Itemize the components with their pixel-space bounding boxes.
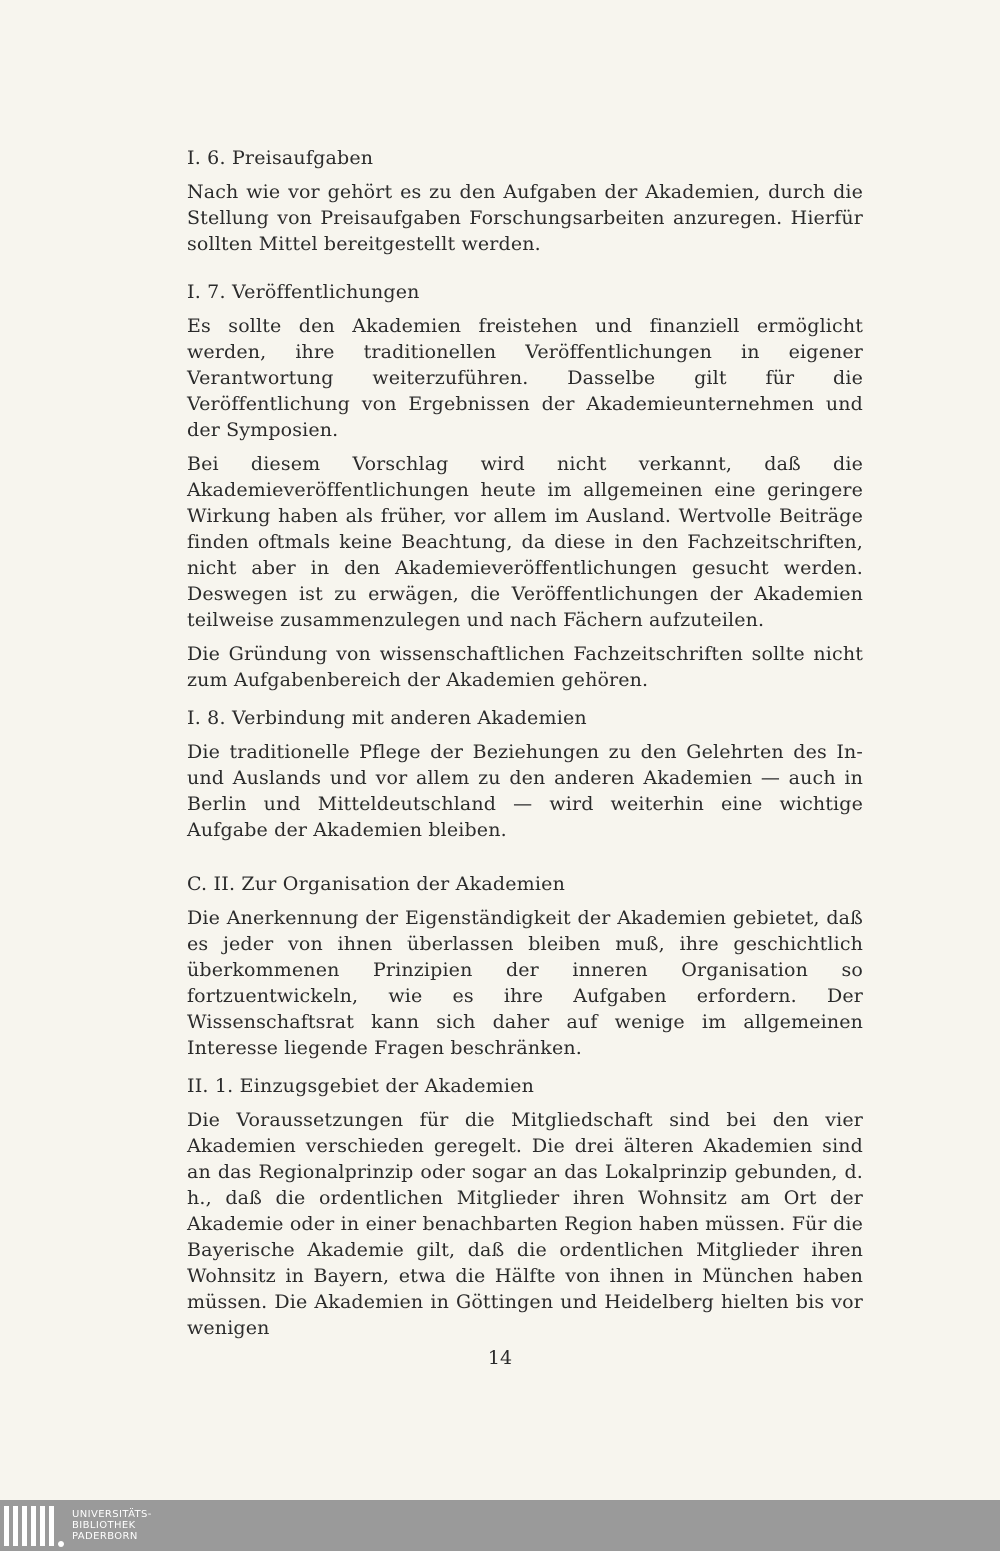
paragraph: Die traditionelle Pflege der Beziehungen zu den Gelehrten des In- und Auslands und vor allem zu den anderen Akademien — auch in Berlin und Mitteldeutschland — wird weiterhin eine wichtige Aufgabe der Akademien bleiben. <box>187 741 863 841</box>
library-name-line: UNIVERSITÄTS- <box>72 1509 152 1520</box>
page-number: 14 <box>487 1347 513 1369</box>
section-heading-einzugsgebiet: II. 1. Einzugsgebiet der Akademien <box>187 1075 535 1097</box>
barcode-logo-icon <box>4 1504 54 1548</box>
library-logo <box>0 1500 152 1551</box>
paragraph: Die Anerkennung der Eigenständigkeit der Akademien gebietet, daß es jeder von ihnen überlassen bleiben muß, ihre geschichtlich überkommenen Prinzipien der inneren Organisation so fortzuentwickeln, wie es ihre Aufgaben erfordern. Der Wissenschaftsrat kann sich daher auf wenige im allgemeinen Interesse liegende Fragen beschränken. <box>187 907 863 1059</box>
page-content <box>187 145 863 1349</box>
library-name-line: BIBLIOTHEK <box>72 1520 136 1531</box>
library-name <box>72 1509 152 1542</box>
paragraph: Nach wie vor gehört es zu den Aufgaben der Akademien, durch die Stellung von Preisaufgaben Forschungsarbeiten anzuregen. Hierfür sollten Mittel bereitgestellt werden. <box>187 181 863 255</box>
paragraph: Es sollte den Akademien freistehen und finanziell ermöglicht werden, ihre traditionellen Veröffentlichungen in eigener Verantwortung weiterzuführen. Dasselbe gilt für die Veröffentlichung von Ergebnissen der Akademieunternehmen und der Symposien. <box>187 315 863 441</box>
paragraph: Die Gründung von wissenschaftlichen Fachzeitschriften sollte nicht zum Aufgabenbereich der Akademien gehören. <box>187 643 863 691</box>
section-heading-verbindung: I. 8. Verbindung mit anderen Akademien <box>187 707 587 729</box>
section-heading-organisation: C. II. Zur Organisation der Akademien <box>187 873 566 895</box>
logo-dot-icon <box>58 1541 64 1547</box>
paragraph: Die Voraussetzungen für die Mitgliedschaft sind bei den vier Akademien verschieden geregelt. Die drei älteren Akademien sind an das Regionalprinzip oder sogar an das Lokalprinzip gebunden, d. h., daß die ordentlichen Mitglieder ihren Wohnsitz am Ort der Akademie oder in einer benachbarten Region haben müssen. Für die Bayerische Akademie gilt, daß die ordentlichen Mitglieder ihren Wohnsitz in Bayern, etwa die Hälfte von ihnen in München haben müssen. Die Akademien in Göttingen und Heidelberg hielten bis vor wenigen <box>187 1109 863 1339</box>
library-name-line: PADERBORN <box>72 1531 138 1542</box>
section-heading-preisaufgaben: I. 6. Preisaufgaben <box>187 147 374 169</box>
section-heading-veroeffentlichungen: I. 7. Veröffentlichungen <box>187 281 420 303</box>
paragraph: Bei diesem Vorschlag wird nicht verkannt, daß die Akademieveröffentlichungen heute im allgemeinen eine geringere Wirkung haben als früher, vor allem im Ausland. Wertvolle Beiträge finden oftmals keine Beachtung, da diese in den Fachzeitschriften, nicht aber in den Akademieveröffentlichungen gesucht werden. Deswegen ist zu erwägen, die Veröffentlichungen der Akademien teilweise zusammenzulegen und nach Fächern aufzuteilen. <box>187 453 863 631</box>
